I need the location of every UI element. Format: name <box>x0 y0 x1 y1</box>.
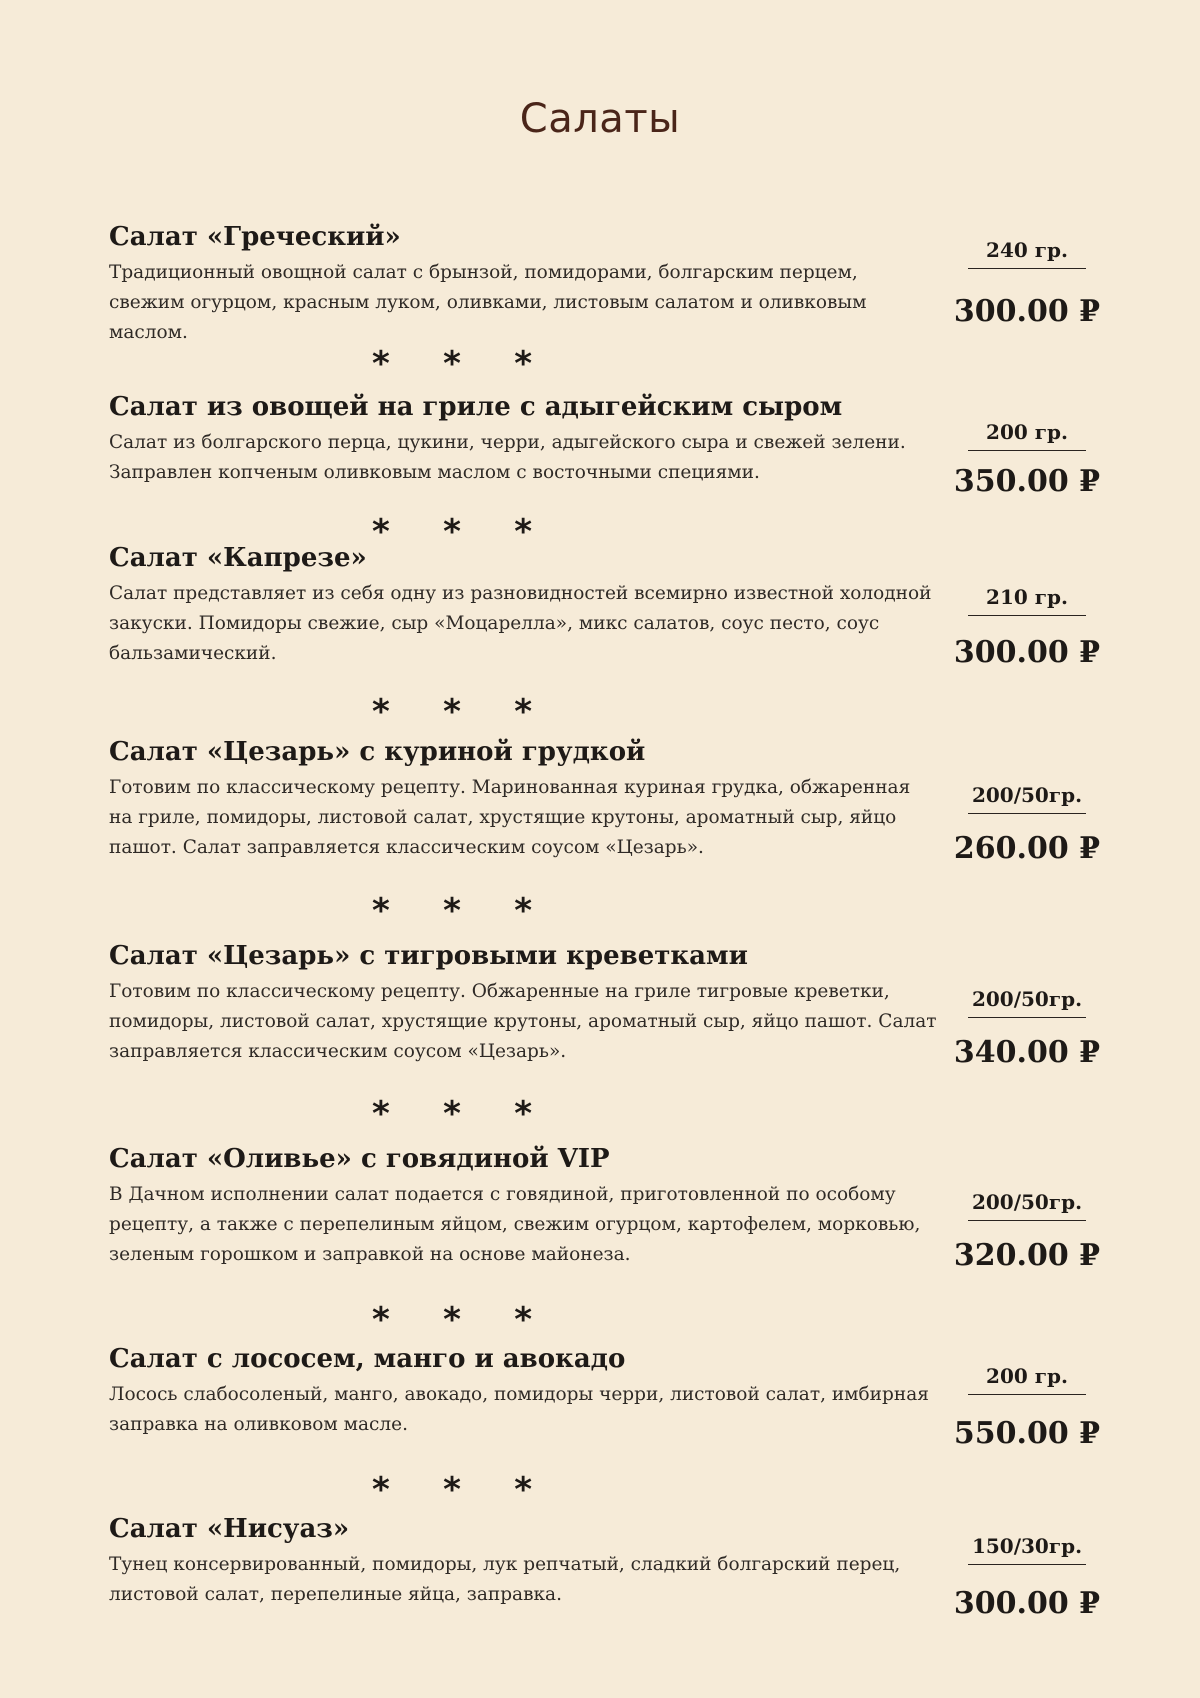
item-price: 300.00 ₽ <box>953 1586 1101 1621</box>
separator-star-icon: * <box>443 692 461 732</box>
separator-star-icon: * <box>372 1300 390 1340</box>
separator-star-icon: * <box>443 1470 461 1510</box>
item-price: 340.00 ₽ <box>953 1035 1101 1070</box>
item-price: 300.00 ₽ <box>953 635 1101 670</box>
separator-star-icon: * <box>443 1094 461 1134</box>
item-description: Салат из болгарского перца, цукини, черри, адыгейского сыра и свежей зелени. Заправлен копченым оливковым маслом с восточными специями. <box>109 432 906 483</box>
item-name: Салат «Цезарь» с куриной грудкой <box>109 737 646 767</box>
item-name: Салат «Капрезе» <box>109 543 367 573</box>
separator-star-icon: * <box>443 512 461 552</box>
item-description: Тунец консервированный, помидоры, лук репчатый, сладкий болгарский перец, листовой салат, перепелиные яйца, заправка. <box>109 1554 901 1605</box>
item-weight: 150/30гр. <box>968 1534 1086 1565</box>
item-description: Готовим по классическому рецепту. Обжаренные на гриле тигровые креветки, помидоры, листовой салат, хрустящие крутоны, ароматный сыр, яйцо пашот. Салат заправляется классическим соусом «Цезарь». <box>109 981 937 1062</box>
item-weight: 200/50гр. <box>968 1190 1086 1221</box>
item-weight: 200 гр. <box>968 420 1086 451</box>
separator <box>372 1470 532 1510</box>
separator <box>372 891 532 931</box>
separator-star-icon: * <box>514 1300 532 1340</box>
item-weight: 200/50гр. <box>968 987 1086 1018</box>
page-title: Салаты <box>519 96 681 142</box>
item-name: Салат «Оливье» с говядиной VIP <box>109 1144 610 1174</box>
item-description: Салат представляет из себя одну из разновидностей всемирно известной холодной закуски. Помидоры свежие, сыр «Моцарелла», микс салатов, соус песто, соус бальзамический. <box>109 583 932 664</box>
item-weight: 200 гр. <box>968 1364 1086 1395</box>
item-weight: 210 гр. <box>968 585 1086 616</box>
separator-star-icon: * <box>372 891 390 931</box>
separator <box>372 1094 532 1134</box>
separator-star-icon: * <box>372 512 390 552</box>
separator-star-icon: * <box>372 692 390 732</box>
separator-star-icon: * <box>514 1470 532 1510</box>
item-description: Лосось слабосоленый, манго, авокадо, помидоры черри, листовой салат, имбирная заправка на оливковом масле. <box>109 1384 929 1435</box>
separator-star-icon: * <box>443 891 461 931</box>
separator-star-icon: * <box>514 692 532 732</box>
item-description: Готовим по классическому рецепту. Маринованная куриная грудка, обжаренная на гриле, помидоры, листовой салат, хрустящие крутоны, ароматный сыр, яйцо пашот. Салат заправляется классическим соусом «Цезарь». <box>109 777 911 858</box>
separator-star-icon: * <box>372 1094 390 1134</box>
separator-star-icon: * <box>372 1470 390 1510</box>
separator-star-icon: * <box>514 344 532 384</box>
item-price: 350.00 ₽ <box>953 464 1101 499</box>
item-weight: 240 гр. <box>968 238 1086 269</box>
separator <box>372 1300 532 1340</box>
item-price: 550.00 ₽ <box>953 1416 1101 1451</box>
separator-star-icon: * <box>514 1094 532 1134</box>
separator-star-icon: * <box>514 891 532 931</box>
separator-star-icon: * <box>443 344 461 384</box>
separator-star-icon: * <box>372 344 390 384</box>
item-name: Салат из овощей на гриле с адыгейским сыром <box>109 392 843 422</box>
separator <box>372 344 532 384</box>
item-price: 320.00 ₽ <box>953 1238 1101 1273</box>
item-description: В Дачном исполнении салат подается с говядиной, приготовленной по особому рецепту, а также с перепелиным яйцом, свежим огурцом, картофелем, морковью, зеленым горошком и заправкой на основе майонеза. <box>109 1184 921 1265</box>
item-name: Салат «Нисуаз» <box>109 1514 350 1544</box>
separator <box>372 692 532 732</box>
item-price: 260.00 ₽ <box>953 831 1101 866</box>
item-description: Традиционный овощной салат с брынзой, помидорами, болгарским перцем, свежим огурцом, красным луком, оливками, листовым салатом и оливковым маслом. <box>109 262 867 343</box>
item-name: Салат с лососем, манго и авокадо <box>109 1344 626 1374</box>
item-name: Салат «Цезарь» с тигровыми креветками <box>109 941 748 971</box>
separator-star-icon: * <box>443 1300 461 1340</box>
item-price: 300.00 ₽ <box>953 294 1101 329</box>
separator-star-icon: * <box>514 512 532 552</box>
item-weight: 200/50гр. <box>968 783 1086 814</box>
item-name: Салат «Греческий» <box>109 222 401 252</box>
